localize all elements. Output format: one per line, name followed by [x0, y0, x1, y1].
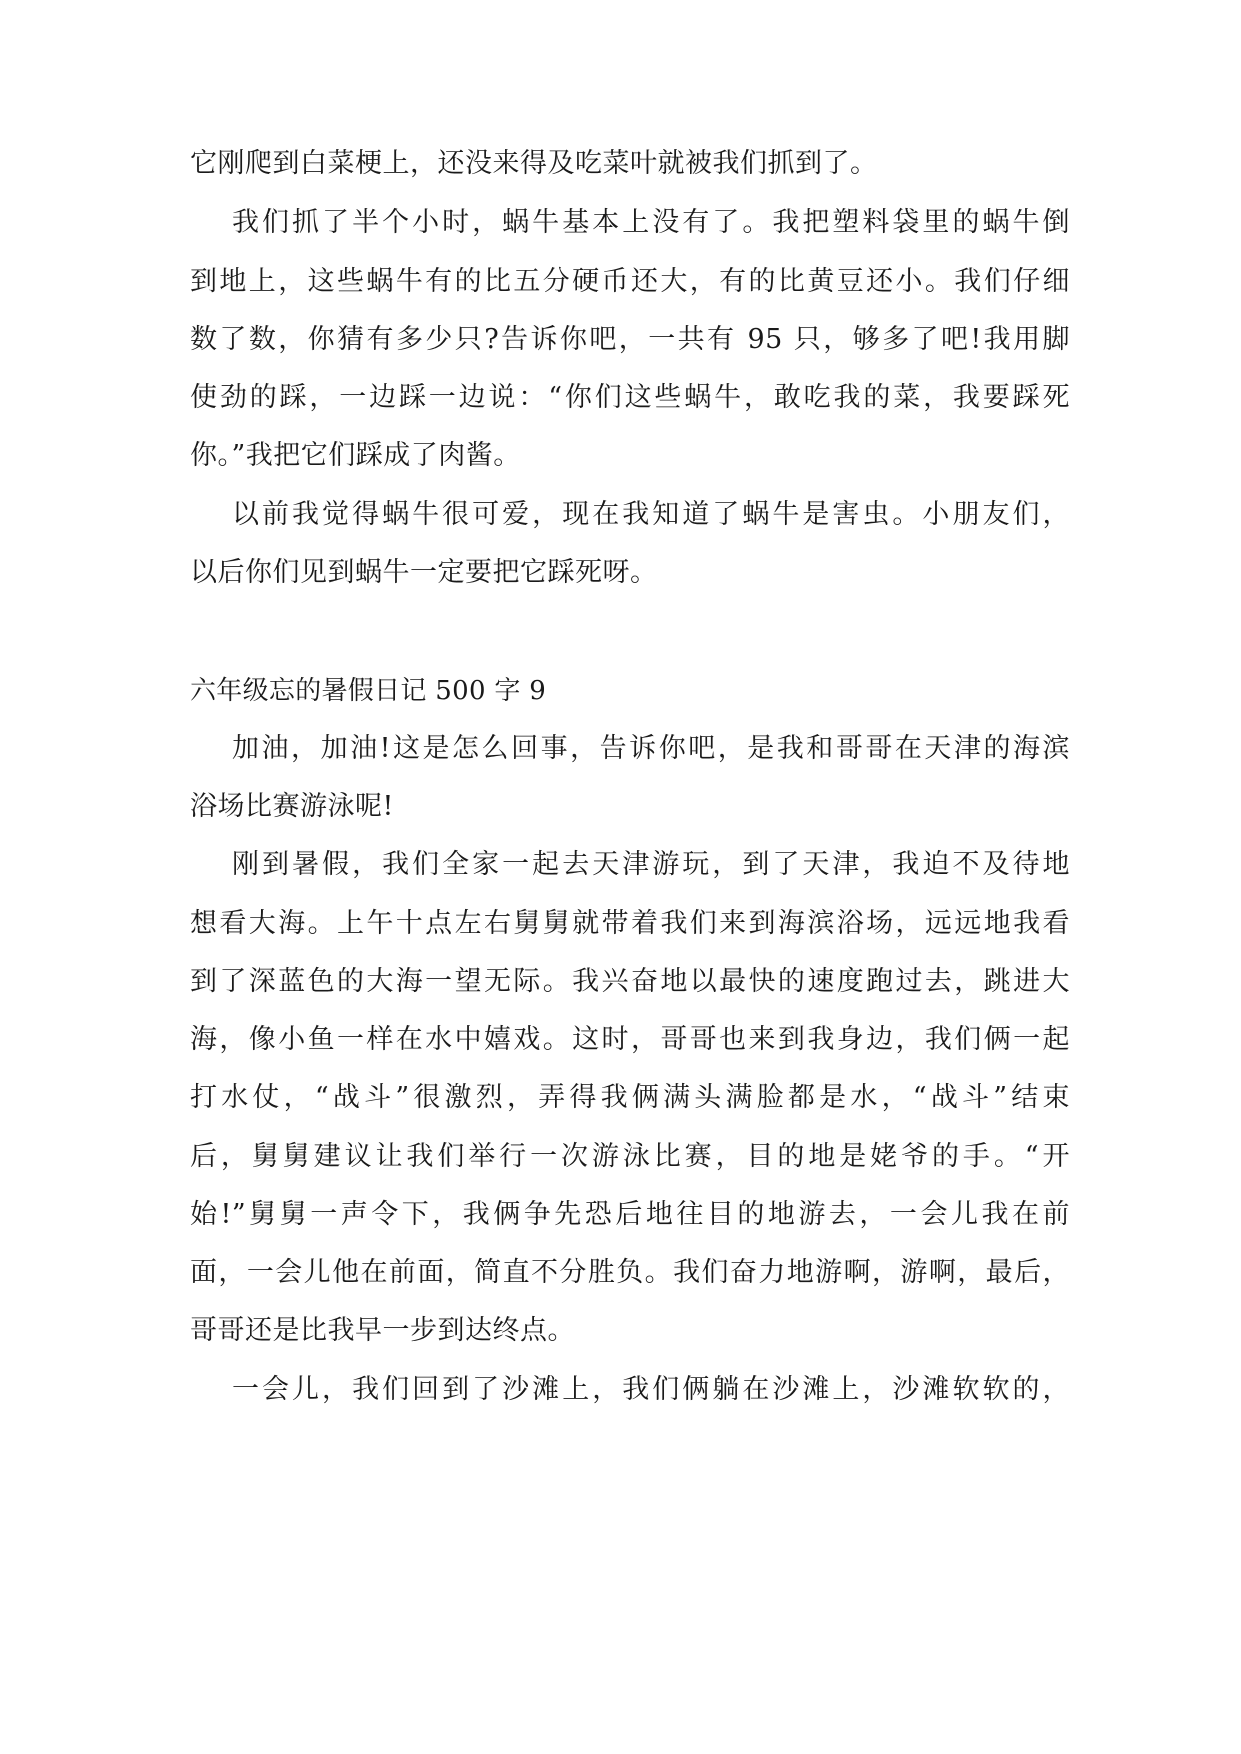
paragraph-line: 你。”我把它们踩成了肉酱。: [190, 440, 521, 471]
paragraph-line: 海，像小鱼一样在水中嬉戏。这时，哥哥也来到我身边，我们俩一起: [190, 1024, 1070, 1055]
paragraph-line: 面，一会儿他在前面，简直不分胜负。我们奋力地游啊，游啊，最后，: [190, 1257, 1070, 1288]
paragraph-line: 以前我觉得蜗牛很可爱，现在我知道了蜗牛是害虫。小朋友们，: [232, 499, 1070, 530]
paragraph-line: 浴场比赛游泳呢!: [190, 791, 394, 822]
paragraph-line: 以后你们见到蜗牛一定要把它踩死呀。: [190, 557, 658, 588]
paragraph-line: 数了数，你猜有多少只?告诉你吧，一共有 95 只，够多了吧!我用脚: [190, 324, 1070, 355]
paragraph-line: 一会儿，我们回到了沙滩上，我们俩躺在沙滩上，沙滩软软的，: [232, 1374, 1070, 1405]
paragraph-line: 刚到暑假，我们全家一起去天津游玩，到了天津，我迫不及待地: [232, 849, 1070, 880]
paragraph-line: 到了深蓝色的大海一望无际。我兴奋地以最快的速度跑过去，跳进大: [190, 966, 1070, 997]
paragraph-line: 哥哥还是比我早一步到达终点。: [190, 1315, 575, 1346]
paragraph-line: 到地上，这些蜗牛有的比五分硬币还大，有的比黄豆还小。我们仔细: [190, 266, 1070, 297]
paragraph-line: 想看大海。上午十点左右舅舅就带着我们来到海滨浴场，远远地我看: [190, 908, 1070, 939]
paragraph-line: 我们抓了半个小时，蜗牛基本上没有了。我把塑料袋里的蜗牛倒: [232, 207, 1070, 238]
paragraph-line: 使劲的踩，一边踩一边说：“你们这些蜗牛，敢吃我的菜，我要踩死: [190, 382, 1070, 413]
paragraph-line: 打水仗，“战斗”很激烈，弄得我俩满头满脸都是水，“战斗”结束: [190, 1082, 1070, 1113]
paragraph-line: 它刚爬到白菜梗上，还没来得及吃菜叶就被我们抓到了。: [190, 148, 878, 179]
paragraph-line: 后，舅舅建议让我们举行一次游泳比赛，目的地是姥爷的手。“开: [190, 1141, 1070, 1172]
section-heading: 六年级忘的暑假日记 500 字 9: [190, 676, 547, 706]
paragraph-line: 始!”舅舅一声令下，我俩争先恐后地往目的地游去，一会儿我在前: [190, 1199, 1070, 1230]
paragraph-line: 加油，加油!这是怎么回事，告诉你吧，是我和哥哥在天津的海滨: [232, 733, 1070, 764]
